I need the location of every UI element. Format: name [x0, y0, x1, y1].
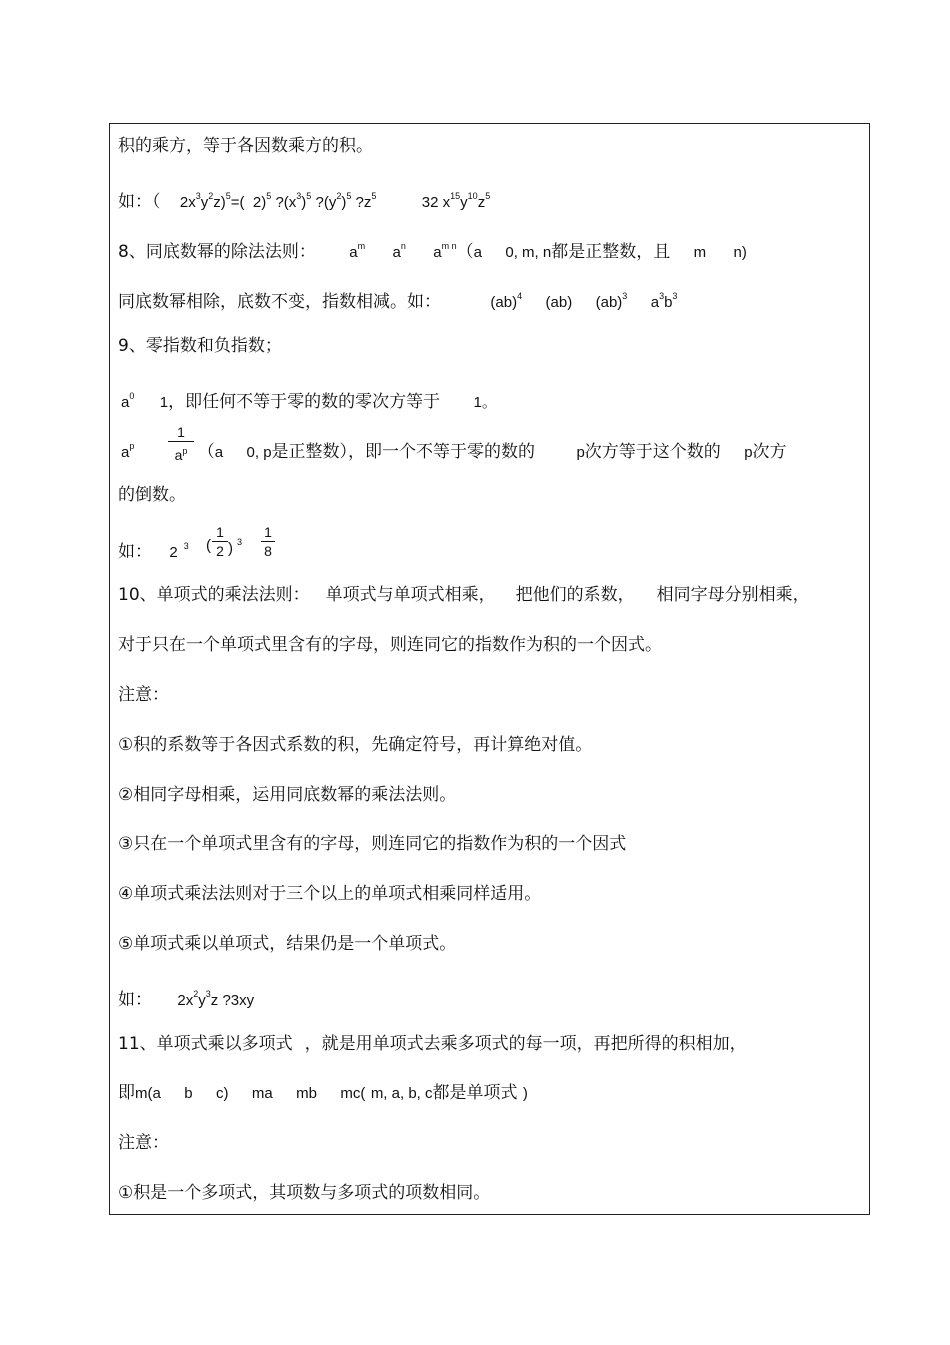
math-term: 2 $^3$	[169, 541, 189, 561]
section-8-title: 8、同底数幂的除法法则：	[118, 242, 316, 262]
math-term: $2x^2y^3z$ ?3xy	[177, 989, 255, 1009]
math-term: $a^n$	[392, 241, 406, 261]
math-result: 32 $x^{15}y^{10}z^5$	[421, 191, 491, 211]
open-paren: （	[152, 192, 161, 212]
paren-left: (	[206, 537, 211, 554]
math-term: $2x^3y^2z)^5=$( 2)$^5$ $?(x^3)^5$ $?(y^2)^5$ $?z^5$	[179, 191, 377, 211]
rule-power-of-product: 积的乘方，等于各因数乘方的积。	[118, 136, 373, 156]
example-power-of-product	[118, 185, 490, 214]
example-negative-exponent: 如： 2 $^3$	[118, 541, 189, 562]
note-item-3: ③只在一个单项式里含有的字母，则连同它的指数作为积的一个因式	[118, 834, 627, 854]
section-11-formula: 即m(a b c) ma mb mc( m, a, b, c都是单项式 )	[118, 1083, 528, 1103]
example-label: 如：	[118, 192, 152, 212]
section-9-title: 9、零指数和负指数；	[118, 336, 282, 356]
note-item-6: ①积是一个多项式，其项数与多项式的项数相同。	[118, 1183, 491, 1203]
rule-8-division: 8、同底数幂的除法法则： $a^m$ $a^n$ $a^{m n}(a$ 0, m, n都是正整数，且 m n)	[118, 241, 747, 262]
fraction-one-eighth: $\frac{1}{8}$	[261, 524, 275, 561]
note-heading: 注意：	[118, 685, 169, 705]
paren-right: ) $^3$	[228, 537, 243, 557]
example-monomial-product: 如： $2x^2y^3z$ ?3xy	[118, 989, 255, 1010]
fraction-one-over-a-p: $\frac{1}{a^p}$	[168, 424, 194, 465]
negative-exponent-rule: $a^p$ （a 0, p是正整数），即一个不等于零的数的 p次方等于这个数的 p次方	[121, 441, 787, 462]
section-10-rule: 对于只在一个单项式里含有的字母，则连同它的指数作为积的一个因式。	[118, 635, 662, 655]
rule-8-text: 同底数幂相除，底数不变，指数相减。如： (ab)$^4$ (ab) (ab)$^3$ $a^3b^3$	[118, 291, 678, 312]
fraction-half: $\frac{1}{2}$	[212, 524, 228, 561]
math-term: $a^{m n}$	[433, 241, 457, 261]
math-term: (ab)$^3$	[595, 291, 628, 311]
section-10-title: 10、单项式的乘法法则： 单项式与单项式相乘， 把他们的系数， 相同字母分别相乘，	[118, 585, 810, 605]
math-term: (ab)$^4$	[490, 291, 523, 311]
note-item-2: ②相同字母相乘，运用同底数幂的乘法法则。	[118, 785, 457, 805]
math-term: $a^0$	[121, 391, 135, 411]
math-term: $a^m$	[349, 241, 366, 261]
negative-exponent-rule-cont: 的倒数。	[118, 485, 186, 505]
note-item-4: ④单项式乘法法则对于三个以上的单项式相乘同样适用。	[118, 884, 542, 904]
math-term: $a^p$	[121, 441, 135, 461]
note-item-5: ⑤单项式乘以单项式，结果仍是一个单项式。	[118, 934, 457, 954]
zero-exponent-rule: $a^0$ 1，即任何不等于零的数的零次方等于 1。	[121, 391, 497, 412]
note-heading-2: 注意：	[118, 1133, 169, 1153]
section-11-title: 11、单项式乘以多项式 ，就是用单项式去乘多项式的每一项，再把所得的积相加，	[118, 1034, 747, 1054]
note-item-1: ①积的系数等于各因式系数的积，先确定符号，再计算绝对值。	[118, 735, 593, 755]
math-term: $a^3b^3$	[650, 291, 678, 311]
